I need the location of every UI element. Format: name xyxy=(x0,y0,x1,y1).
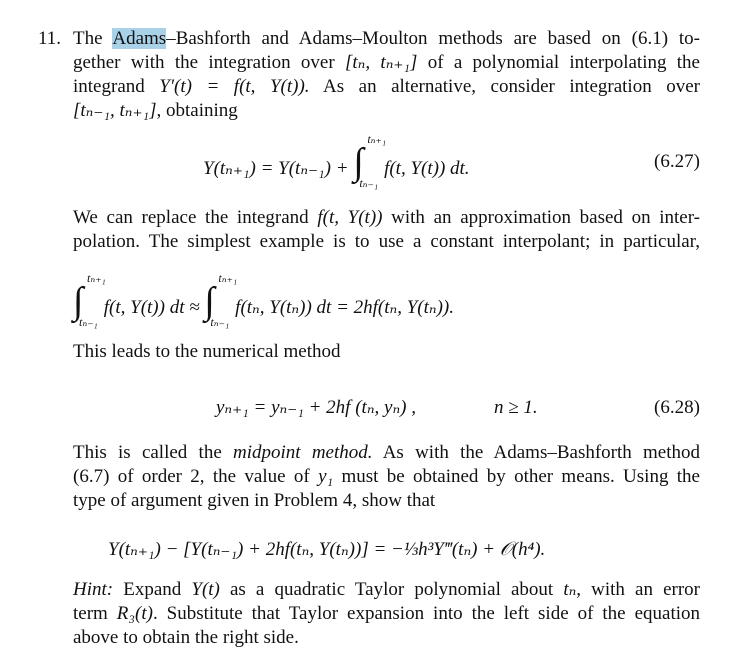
hint-label: Hint: xyxy=(73,579,114,600)
lower-limit: tₙ₋₁ xyxy=(210,315,230,329)
equation-approximation xyxy=(73,271,454,329)
emphasis: midpoint method. xyxy=(233,442,373,463)
text: integrand xyxy=(73,76,160,97)
math: y₁ xyxy=(318,466,334,487)
hint-line2 xyxy=(73,602,700,626)
text: must be obtained by other means. Using the xyxy=(333,466,700,487)
p4-line3: type of argument given in Problem 4, show that xyxy=(73,490,436,511)
p1-line3 xyxy=(73,75,700,99)
math: R₃(t) xyxy=(116,603,153,624)
integral-sign: ∫ tₙ₊₁ tₙ₋₁ xyxy=(353,132,387,190)
text: with an approximation based on inter- xyxy=(382,207,701,228)
text: (6.7) of order 2, the value of xyxy=(73,466,319,487)
p1-line2 xyxy=(73,51,700,75)
text: The xyxy=(73,28,113,49)
text: Expand xyxy=(113,579,192,600)
integral-sign: ∫ tₙ₊₁ tₙ₋₁ xyxy=(73,271,106,329)
p2-line2: polation. The simplest example is to use a constant interpolant; in particular, xyxy=(73,231,700,252)
lower-limit: tₙ₋₁ xyxy=(79,315,98,329)
equation-label: (6.27) xyxy=(654,151,700,172)
math: f(t, Y(t)) xyxy=(317,207,383,228)
text: As an alternative, consider integration over xyxy=(309,76,700,97)
text: as a quadratic Taylor polynomial about xyxy=(219,579,564,600)
p1-line4 xyxy=(73,99,700,123)
equation-error: Y(tₙ₊₁) − [Y(tₙ₋₁) + 2hf(tₙ, Y(tₙ))] = −⅓h³Y‴(tₙ) + 𝒪(h⁴). xyxy=(108,539,546,560)
hint-line1 xyxy=(73,578,700,602)
equation-6-27 xyxy=(203,132,470,190)
math: f(tₙ, Y(tₙ)) dt = 2hf(tₙ, Y(tₙ)). xyxy=(230,297,454,318)
text: , obtaining xyxy=(156,100,238,121)
p4-line1 xyxy=(73,441,700,465)
math: [tₙ₋₁, tₙ₊₁] xyxy=(73,100,157,121)
integral-sign: ∫ tₙ₊₁ tₙ₋₁ xyxy=(204,271,238,329)
math: Y(t) xyxy=(191,579,220,600)
equation-6-28: yₙ₊₁ = yₙ₋₁ + 2hf (tₙ, yₙ) , xyxy=(216,397,416,418)
p4-line2 xyxy=(73,465,700,489)
upper-limit: tₙ₊₁ xyxy=(87,271,106,285)
math: f(t, Y(t)) dt ≈ xyxy=(99,297,205,318)
math: [tₙ, tₙ₊₁] xyxy=(345,52,418,73)
problem-number: 11. xyxy=(38,28,62,49)
p1-line1 xyxy=(73,27,700,51)
equation-condition: n ≥ 1. xyxy=(494,397,538,418)
math: tₙ xyxy=(563,579,577,600)
math: f(t, Y(t)) dt. xyxy=(379,158,470,179)
text: . Substitute that Taylor expansion into the left side of the equation xyxy=(152,603,701,624)
text: –Bashforth and Adams–Moulton methods are based on (6.1) to- xyxy=(166,28,700,49)
text: , with an error xyxy=(576,579,700,600)
upper-limit: tₙ₊₁ xyxy=(367,132,387,146)
text: term xyxy=(73,603,117,624)
highlighted-word[interactable]: Adams xyxy=(112,28,167,49)
math: Y′(t) = f(t, Y(t)). xyxy=(159,76,310,97)
text: of a polynomial interpolating the xyxy=(417,52,700,73)
equation-label: (6.28) xyxy=(654,397,700,418)
lower-limit: tₙ₋₁ xyxy=(359,176,379,190)
text: We can replace the integrand xyxy=(73,207,318,228)
text: This is called the xyxy=(73,442,234,463)
upper-limit: tₙ₊₁ xyxy=(218,271,238,285)
text: As with the Adams–Bashforth method xyxy=(372,442,701,463)
p2-line1 xyxy=(73,206,700,230)
hint-line3: above to obtain the right side. xyxy=(73,627,299,648)
text: gether with the integration over xyxy=(73,52,345,73)
p3-line: This leads to the numerical method xyxy=(73,341,341,362)
math: Y(tₙ₊₁) = Y(tₙ₋₁) + xyxy=(203,158,354,179)
